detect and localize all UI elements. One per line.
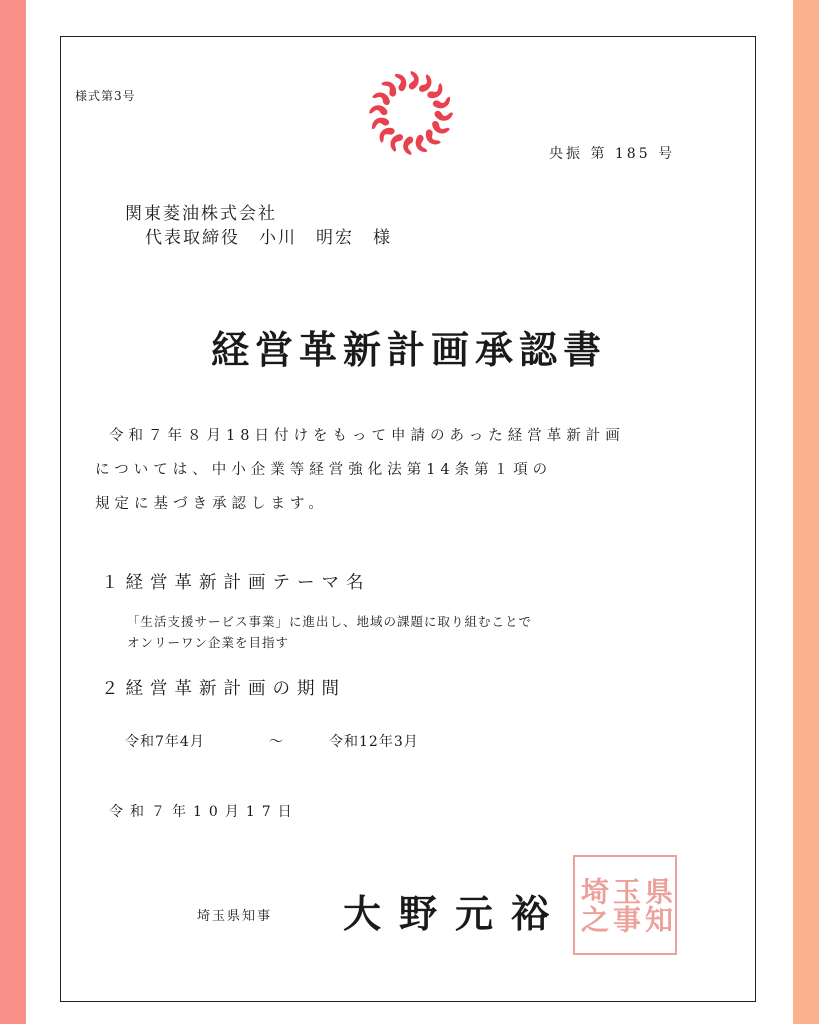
governor-name: 大野元裕 [343, 891, 568, 936]
approval-line-2: については、中小企業等経営強化法第14条第１項の [95, 462, 553, 478]
plan-theme [127, 611, 532, 653]
period-separator: ～ [269, 734, 284, 750]
approval-line-1: 令和７年８月18日付けをもって申請のあった経営革新計画 [109, 428, 625, 444]
recipient-company: 関東菱油株式会社 [125, 204, 277, 224]
left-color-band [0, 0, 26, 1024]
section-1-heading: １経営革新計画テーマ名 [101, 573, 371, 593]
seal-column-3: 埼之 [577, 877, 610, 933]
emblem-petal [418, 73, 434, 94]
official-seal [573, 855, 677, 955]
approval-statement [95, 419, 745, 521]
issue-date: 令和７年10月17日 [109, 804, 299, 820]
emblem-petal [435, 111, 453, 121]
emblem-petal [409, 71, 419, 89]
recipient-person: 代表取締役 小川 明宏 様 [145, 228, 392, 248]
emblem-petal [403, 137, 413, 155]
period-start: 令和7年4月 [125, 734, 205, 750]
emblem-petal [371, 90, 392, 106]
emblem-petal [388, 132, 404, 153]
document-number: 央振 第 185 号 [549, 146, 676, 162]
emblem-petal [430, 120, 451, 136]
prefecture-emblem-icon [361, 63, 461, 163]
approval-line-3: 規定に基づき承認します。 [95, 496, 328, 512]
certificate-sheet [60, 36, 756, 1002]
governor-title: 埼玉県知事 [197, 909, 273, 924]
seal-column-1: 県知 [641, 877, 674, 933]
document-title: 経営革新計画承認書 [210, 327, 607, 372]
right-color-band [793, 0, 819, 1024]
emblem-petal [369, 105, 387, 115]
plan-theme-line-1: 「生活支援サービス事業」に進出し、地域の課題に取り組むことで [127, 614, 533, 629]
section-2-heading: ２経営革新計画の期間 [101, 679, 346, 699]
form-number: 様式第3号 [75, 89, 136, 103]
plan-theme-line-2: オンリーワン企業を目指す [127, 635, 290, 650]
seal-column-2: 玉事 [609, 877, 642, 933]
period-end: 令和12年3月 [329, 734, 419, 750]
